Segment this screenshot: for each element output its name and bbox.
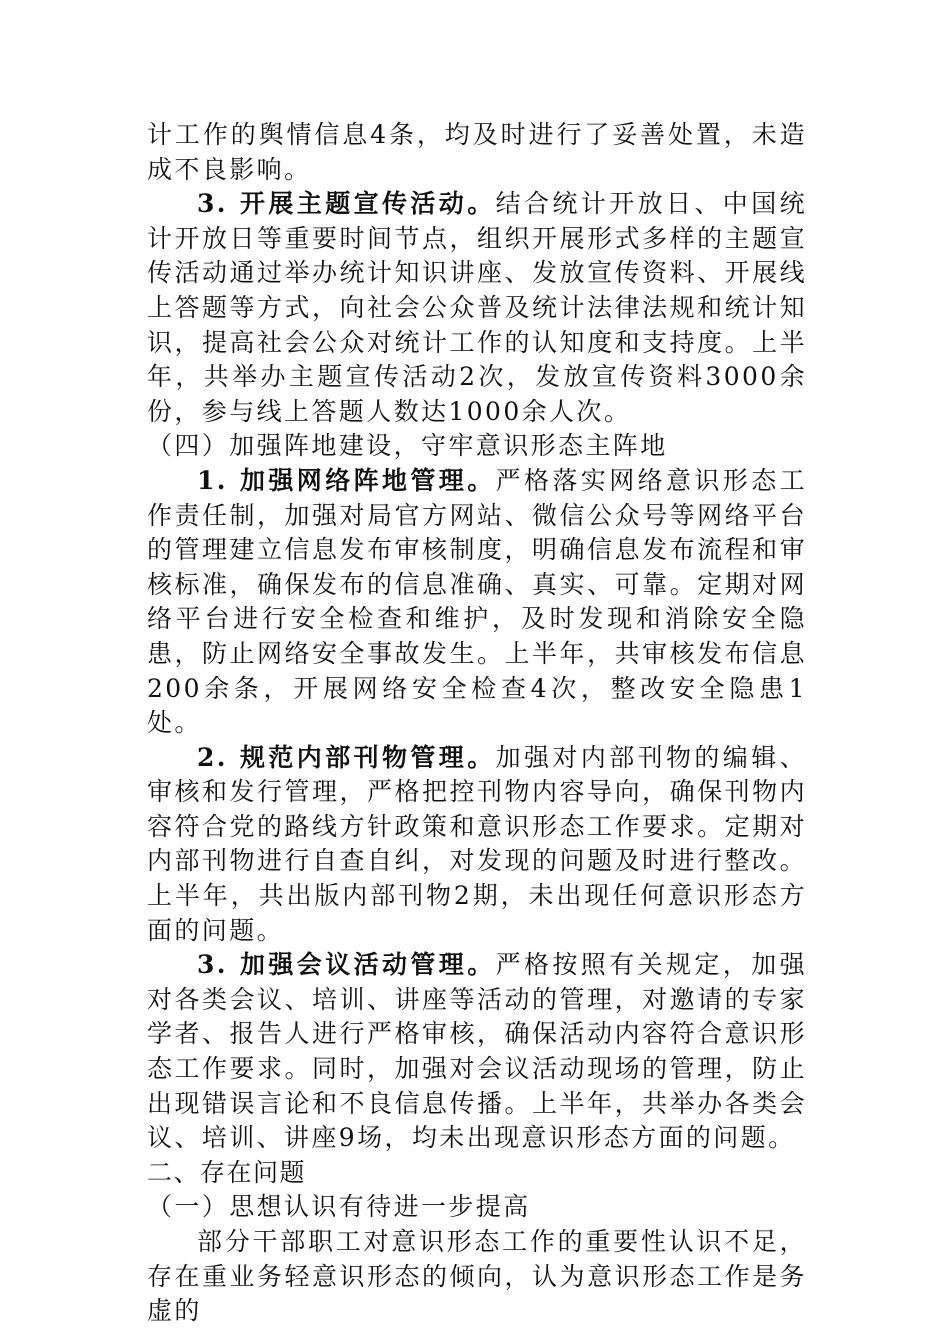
paragraph-awareness: 部分干部职工对意识形态工作的重要性认识不足，存在重业务轻意识形态的倾向，认为意识形态工作是务虚的 [147, 1227, 807, 1326]
section-heading-4: （四）加强阵地建设，守牢意识形态主阵地 [147, 431, 668, 461]
item-body: 结合统计开放日、中国统计开放日等重要时间节点，组织开展形式多样的主题宣传活动通过举办统计知识讲座、发放宣传资料、开展线上答题等方式，向社会公众普及统计法律法规和统计知识，提高社会公众对统计工作的认知度和支持度。上半年，共举办主题宣传活动2次，发放宣传资料3000余份，参与线上答题人数达1000余人次。 [147, 189, 808, 426]
paragraph-network-management [147, 464, 807, 741]
item-body: 严格落实网络意识形态工作责任制，加强对局官方网站、微信公众号等网络平台的管理建立信息发布审核制度，明确信息发布流程和审核标准，确保发布的信息准确、真实、可靠。定期对网络平台进行安全检查和维护，及时发现和消除安全隐患，防止网络安全事故发生。上半年，共审核发布信息200余条，开展网络安全检查4次，整改安全隐患1处。 [147, 465, 808, 738]
section-heading-1: （一）思想认识有待进一步提高 [147, 1192, 531, 1222]
chapter-heading-2: 二、存在问题 [147, 1157, 307, 1187]
item-heading: 3. 开展主题宣传活动。 [197, 189, 496, 219]
item-heading: 1. 加强网络阵地管理。 [197, 465, 496, 495]
paragraph-continued: 计工作的舆情信息4条，均及时进行了妥善处置，未造成不良影响。 [147, 120, 807, 184]
paragraph-meeting-management [147, 948, 807, 1156]
item-body: 加强对内部刊物的编辑、审核和发行管理，严格把控刊物内容导向，确保刊物内容符合党的路线方针政策和意识形态工作要求。定期对内部刊物进行自查自纠，对发现的问题及时进行整改。上半年，共出版内部刊物2期，未出现任何意识形态方面的问题。 [147, 742, 808, 945]
item-body: 严格按照有关规定，加强对各类会议、培训、讲座等活动的管理，对邀请的专家学者、报告人进行严格审核，确保活动内容符合意识形态工作要求。同时，加强对会议活动现场的管理，防止出现错误言论和不良信息传播。上半年，共举办各类会议、培训、讲座9场，均未出现意识形态方面的问题。 [147, 950, 808, 1153]
document-page [147, 118, 807, 1329]
paragraph-internal-publications [147, 741, 807, 949]
item-heading: 2. 规范内部刊物管理。 [197, 742, 496, 772]
item-heading: 3. 加强会议活动管理。 [197, 950, 496, 980]
paragraph-theme-publicity [147, 187, 807, 429]
